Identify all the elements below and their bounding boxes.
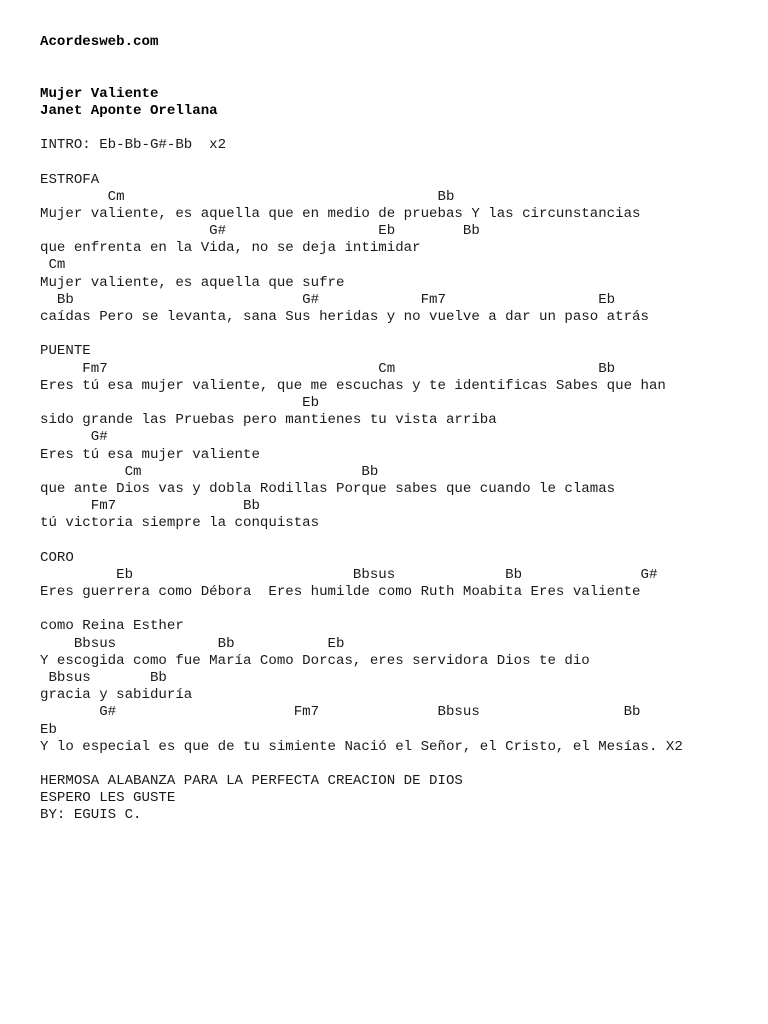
chord-sheet [40,34,683,825]
song-line: caídas Pero se levanta, sana Sus heridas y no vuelve a dar un paso atrás [40,309,649,325]
song-line: que enfrenta en la Vida, no se deja intimidar [40,240,421,257]
song-line: que ante Dios vas y dobla Rodillas Porque sabes que cuando le clamas [40,480,616,497]
song-line: Cm Bb [40,188,455,205]
blank-line [40,154,683,171]
blank-line [40,326,683,343]
song-line: como Reina Esther [40,618,184,635]
song-line: BY: EGUIS C. [40,807,142,824]
song-line: Eb [40,721,57,738]
song-line: G# Eb Bb [40,223,480,240]
blank-line [40,756,683,773]
spacer [40,120,683,137]
song-line: Y lo especial es que de tu simiente Nació el Señor, el Cristo, el Mesías. X2 [40,738,683,755]
song-line: sido grande las Pruebas pero mantienes tu vista arriba [40,412,497,429]
site-name: Acordesweb.com [40,34,159,50]
song-line: Eres guerrera como Débora Eres humilde como Ruth Moabita Eres valiente [40,584,641,600]
song-line: Fm7 Cm Bb [40,360,616,377]
song-line: Bb G# Fm7 Eb [40,291,616,308]
song-line: Eres tú esa mujer valiente [40,446,260,463]
song-title: Mujer Valiente [40,85,159,102]
song-line: Bbsus Bb [40,669,167,686]
song-line: G# [40,429,108,446]
song-body [40,137,683,825]
song-line: Cm [40,257,66,274]
song-line: tú victoria siempre la conquistas [40,515,320,532]
song-artist: Janet Aponte Orellana [40,102,218,119]
song-line: G# Fm7 Bbsus Bb [40,704,641,721]
song-line: INTRO: Eb-Bb-G#-Bb x2 [40,137,227,154]
song-line: Cm Bb [40,463,379,480]
blank-line [40,532,683,549]
song-line: Eb Bbsus Bb G# [40,566,658,583]
song-line: CORO [40,549,74,566]
song-line: Y escogida como fue María Como Dorcas, eres servidora Dios te dio [40,652,590,669]
song-line: Eres tú esa mujer valiente, que me escuchas y te identificas Sabes que han [40,377,666,394]
song-line: ESTROFA [40,171,100,188]
song-line: Eb [40,394,320,411]
song-line: Bbsus Bb Eb [40,635,345,652]
song-line: gracia y sabiduría [40,687,193,704]
spacer [40,68,683,85]
blank-line [40,601,683,618]
song-line: PUENTE [40,343,91,360]
song-line: HERMOSA ALABANZA PARA LA PERFECTA CREACION DE DIOS [40,773,463,790]
song-line: Mujer valiente, es aquella que sufre [40,274,345,291]
song-line: ESPERO LES GUSTE [40,790,176,807]
spacer [40,51,683,68]
song-line: Fm7 Bb [40,498,260,515]
song-line: Mujer valiente, es aquella que en medio de pruebas Y las circunstancias [40,205,641,222]
